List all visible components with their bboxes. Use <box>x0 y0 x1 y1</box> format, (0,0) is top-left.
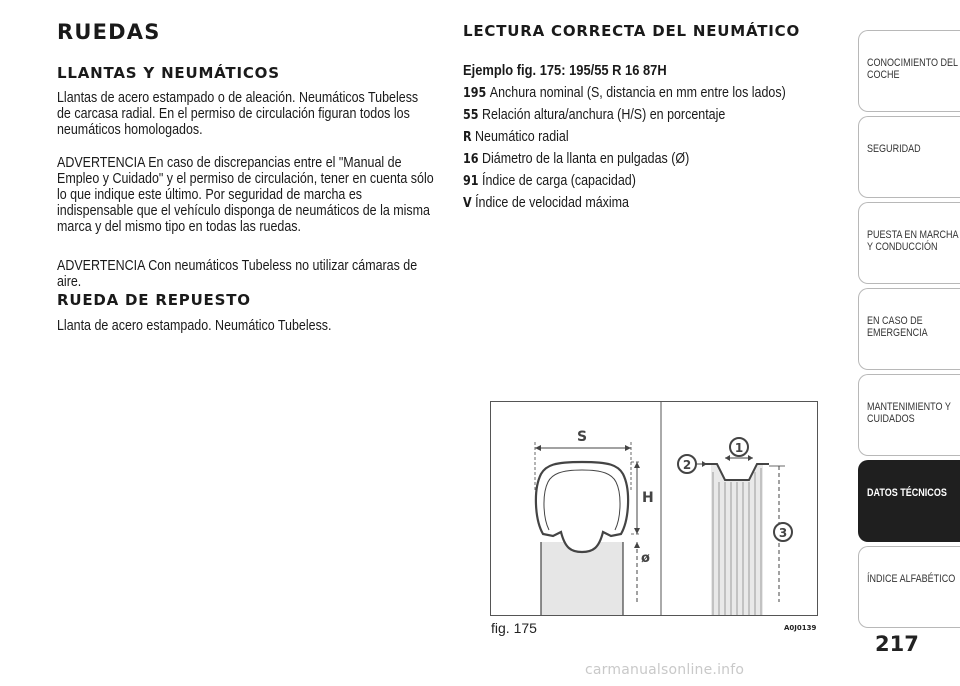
tab-label: MANTENIMIENTO Y <box>867 401 951 413</box>
tab-puesta-en-marcha[interactable] <box>858 202 960 284</box>
callout-2 <box>678 455 696 473</box>
list-item <box>463 129 569 146</box>
rim-profile <box>695 455 788 615</box>
section-title: RUEDAS <box>57 20 161 44</box>
paragraph-warning-2: ADVERTENCIA Con neumáticos Tubeless no utilizar cámaras de aire. <box>57 258 418 290</box>
item-text: Neumático radial <box>475 129 569 145</box>
tab-label: PUESTA EN MARCHA <box>867 229 959 241</box>
subsection-title-rims: LLANTAS Y NEUMÁTICOS <box>57 64 280 82</box>
paragraph-warning-1: ADVERTENCIA En caso de discrepancias entre el "Manual de Empleo y Cuidado" y el permiso de circulación, tener en cuenta sólo lo que indique este último. Por seguridad de marcha es indispensable que el vehículo disponga de neumáticos de la misma marca y del mismo tipo en todas las ruedas. <box>57 155 434 235</box>
paragraph-spare: Llanta de acero estampado. Neumático Tubeless. <box>57 318 332 334</box>
list-item <box>463 151 689 168</box>
item-code: 16 <box>463 152 479 167</box>
tab-label: CUIDADOS <box>867 413 915 425</box>
tab-seguridad[interactable] <box>858 116 960 198</box>
subsection-title-reading: LECTURA CORRECTA DEL NEUMÁTICO <box>463 22 801 40</box>
watermark: carmanualsonline.info <box>585 662 745 678</box>
tab-label: ÍNDICE ALFABÉTICO <box>867 573 956 585</box>
tab-label: SEGURIDAD <box>867 143 921 155</box>
tab-label: EN CASO DE <box>867 315 923 327</box>
tab-label: DATOS TÉCNICOS <box>867 487 947 499</box>
tab-label: Y CONDUCCIÓN <box>867 241 938 253</box>
dimension-diameter-label: ø <box>641 551 650 566</box>
list-item <box>463 195 629 212</box>
tire-diagram <box>490 401 818 616</box>
item-code: 55 <box>463 108 479 123</box>
tab-mantenimiento[interactable] <box>858 374 960 456</box>
example-line: Ejemplo fig. 175: 195/55 R 16 87H <box>463 62 667 79</box>
callout-1-label: 1 <box>734 441 744 455</box>
tab-indice-alfabetico[interactable] <box>858 546 960 628</box>
tab-en-caso-de-emergencia[interactable] <box>858 288 960 370</box>
tab-label: CONOCIMIENTO DEL <box>867 57 959 69</box>
item-text: Índice de velocidad máxima <box>475 195 629 211</box>
tab-label: COCHE <box>867 69 900 81</box>
callout-3 <box>774 523 792 541</box>
item-code: R <box>463 130 472 145</box>
dimension-s-label: S <box>577 429 588 445</box>
item-text: Diámetro de la llanta en pulgadas (Ø) <box>482 151 690 167</box>
tab-label: EMERGENCIA <box>867 327 928 339</box>
tab-datos-tecnicos[interactable] <box>858 460 960 542</box>
item-code: 195 <box>463 86 487 101</box>
subsection-title-spare: RUEDA DE REPUESTO <box>57 291 251 309</box>
callout-2-label: 2 <box>682 458 692 472</box>
item-text: Índice de carga (capacidad) <box>482 173 636 189</box>
list-item <box>463 85 786 102</box>
item-code: V <box>463 196 472 211</box>
tire-cross-section <box>535 442 641 615</box>
tab-conocimiento-del-coche[interactable] <box>858 30 960 112</box>
figure-caption: fig. 175 <box>491 620 537 636</box>
callout-3-label: 3 <box>778 526 788 540</box>
item-text: Relación altura/anchura (H/S) en porcentaje <box>482 107 726 123</box>
callout-1 <box>730 438 748 456</box>
item-text: Anchura nominal (S, distancia en mm entre los lados) <box>489 85 786 101</box>
item-code: 91 <box>463 174 479 189</box>
page-number: 217 <box>875 632 919 656</box>
dimension-h-label: H <box>642 490 654 506</box>
paragraph-rims: Llantas de acero estampado o de aleación. Neumáticos Tubeless de carcasa radial. En el permiso de circulación figuran todos los neumáticos homologados. <box>57 90 419 138</box>
figure-code: A0J0139 <box>784 624 817 632</box>
list-item <box>463 107 725 124</box>
list-item <box>463 173 636 190</box>
